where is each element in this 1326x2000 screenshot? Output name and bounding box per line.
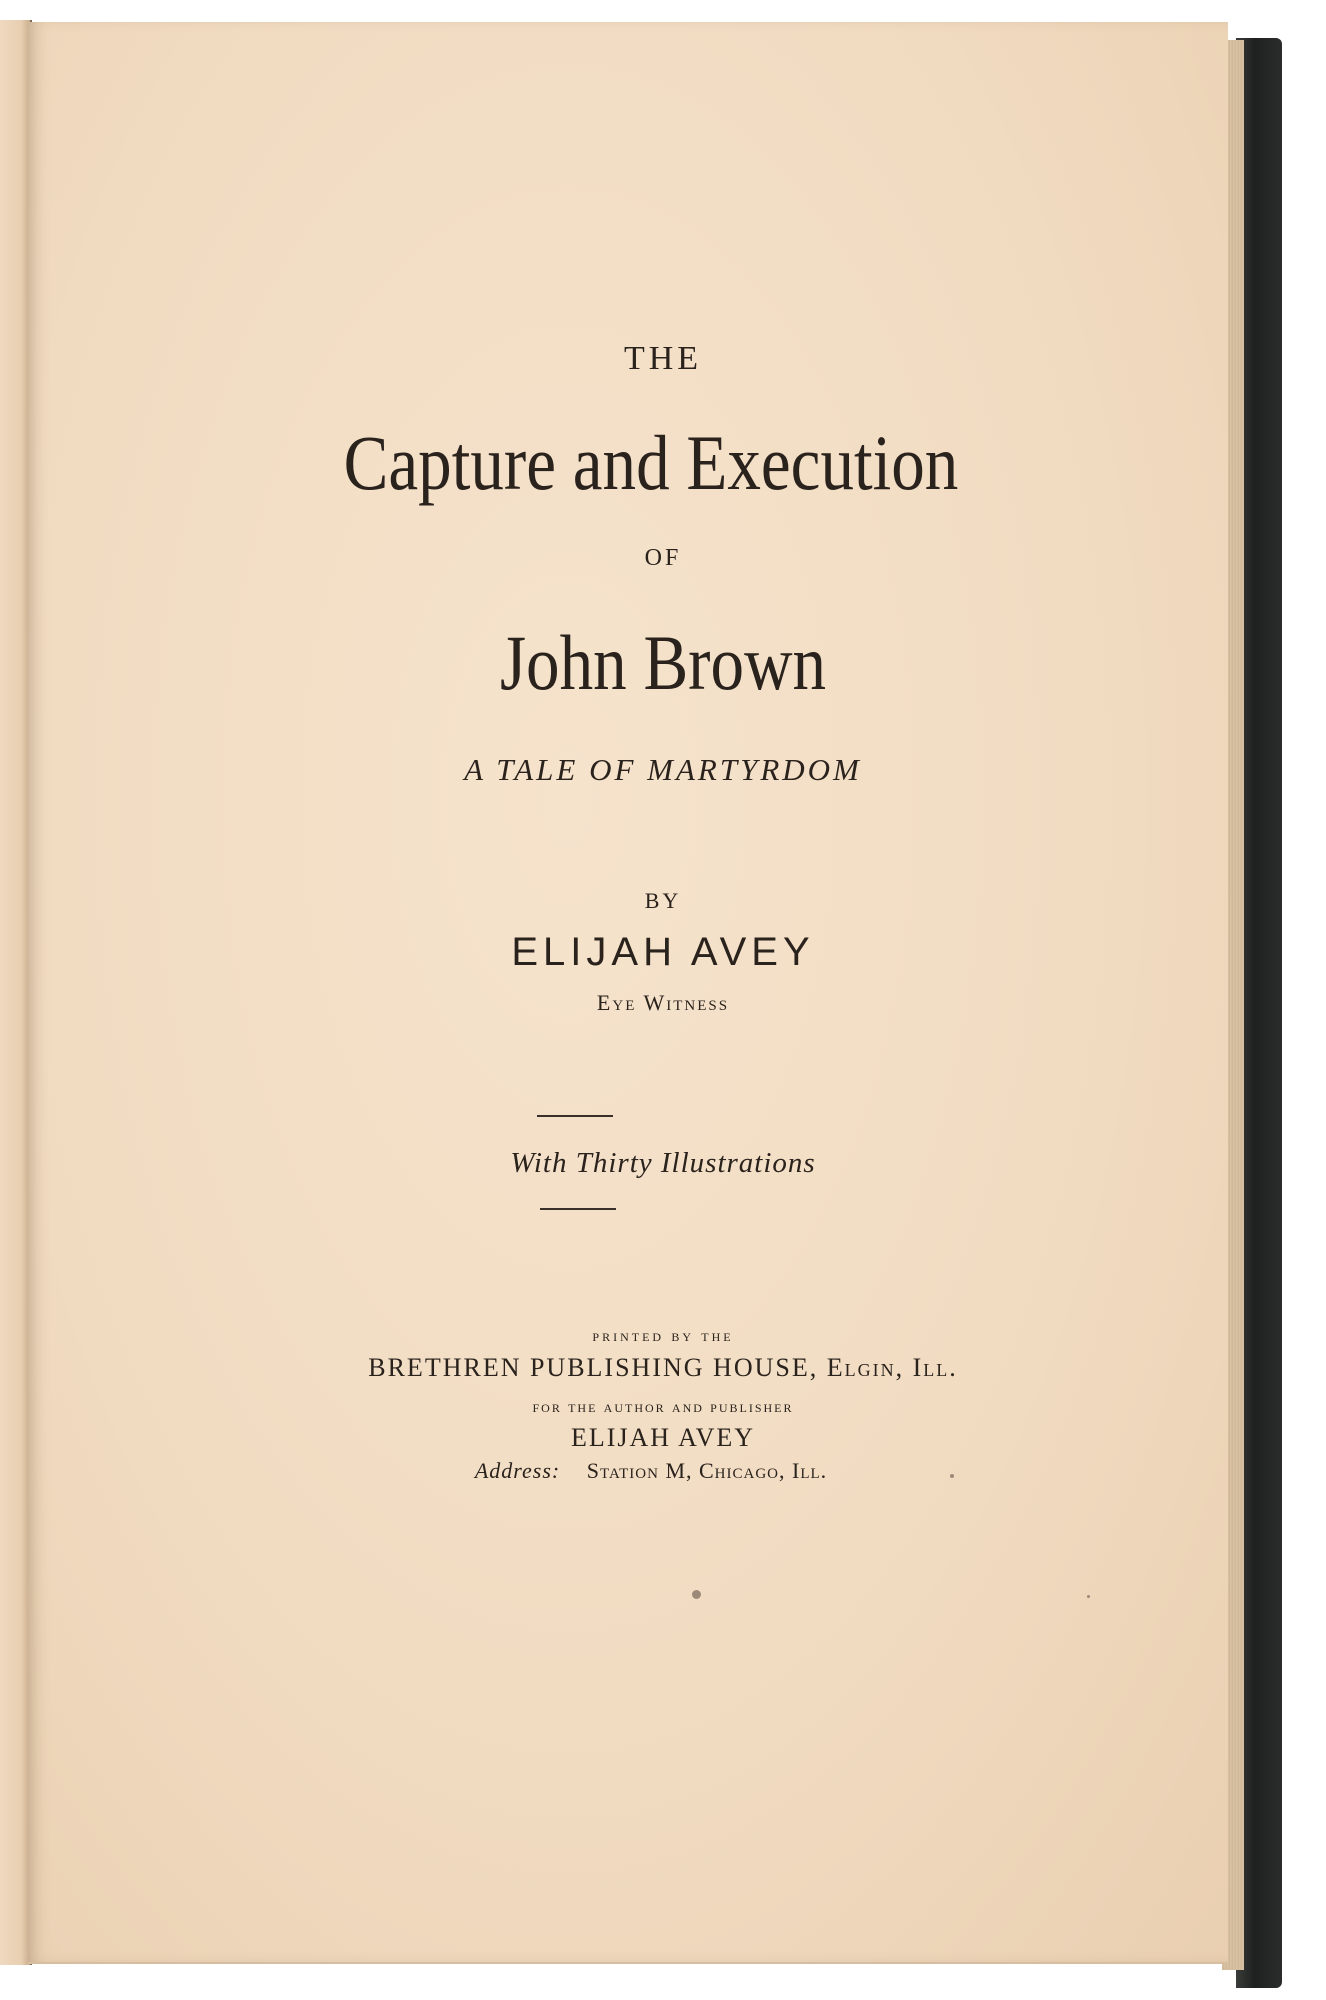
imprint-publisher (0, 1353, 1326, 1383)
paper-speck (1087, 1595, 1090, 1598)
illustrations-note: With Thirty Illustrations (510, 1147, 816, 1179)
by-line: BY (644, 888, 682, 913)
subtitle: A TALE OF MARTYRDOM (464, 752, 862, 787)
imprint-address (0, 1458, 1314, 1484)
author-role: Eye Witness (596, 990, 730, 1015)
divider-rule (540, 1208, 616, 1210)
publisher-name: BRETHREN PUBLISHING HOUSE, (368, 1353, 819, 1382)
imprint-for-line: for the author and publisher (532, 1397, 794, 1416)
main-title: Capture and Execution (343, 419, 959, 506)
author-name: ELIJAH AVEY (511, 930, 815, 974)
imprint-author: ELIJAH AVEY (570, 1423, 756, 1452)
title-the: THE (623, 340, 703, 377)
address-label: Address: (474, 1458, 561, 1483)
title-of: OF (644, 545, 682, 571)
imprint-printed-by: printed by the (592, 1326, 734, 1345)
divider-rule (537, 1115, 613, 1117)
address-value: Station M, Chicago, Ill. (586, 1458, 828, 1483)
publisher-place: Elgin, Ill. (826, 1353, 958, 1382)
paper-speck (692, 1590, 701, 1599)
subject-name: John Brown (499, 619, 827, 706)
